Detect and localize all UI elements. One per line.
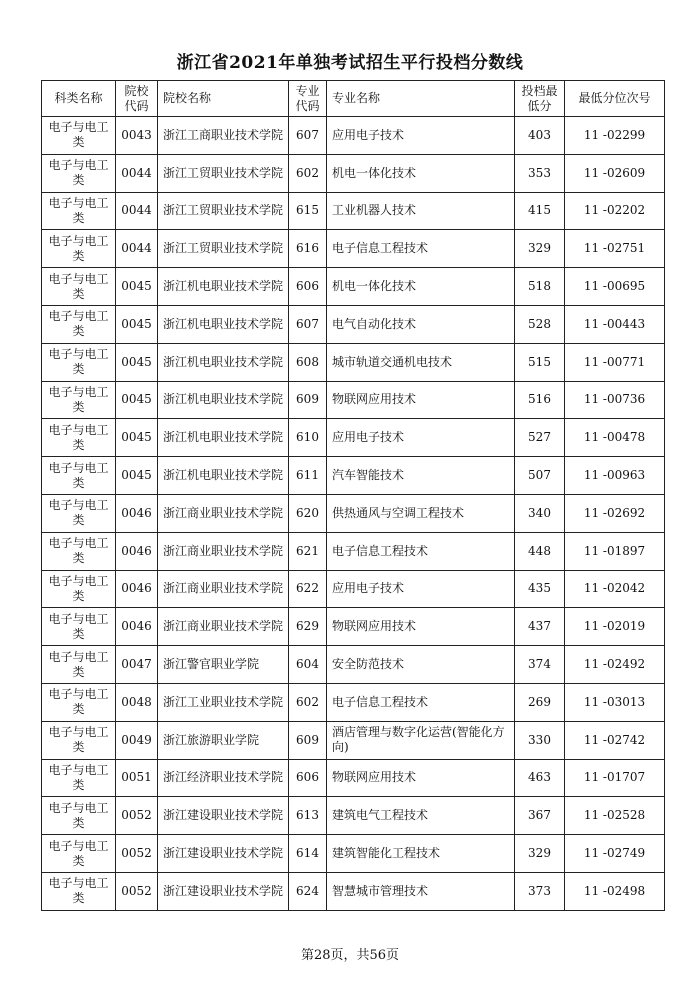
cell-min-score: 515 xyxy=(515,343,565,381)
cell-school-name: 浙江旅游职业学院 xyxy=(158,721,289,759)
cell-major-name: 汽车智能技术 xyxy=(327,457,515,495)
cell-category: 电子与电工类 xyxy=(42,305,116,343)
cell-major-code: 615 xyxy=(289,192,327,230)
cell-school-name: 浙江建设职业技术学院 xyxy=(158,835,289,873)
table-row xyxy=(42,381,665,419)
cell-major-code: 602 xyxy=(289,683,327,721)
header-category: 科类名称 xyxy=(42,81,116,117)
cell-min-score: 415 xyxy=(515,192,565,230)
cell-min-score: 353 xyxy=(515,154,565,192)
cell-major-code: 606 xyxy=(289,759,327,797)
cell-major-code: 609 xyxy=(289,381,327,419)
cell-major-code: 611 xyxy=(289,457,327,495)
cell-school-name: 浙江建设职业技术学院 xyxy=(158,797,289,835)
cell-min-rank: 11 -00695 xyxy=(565,268,665,306)
cell-min-rank: 11 -02528 xyxy=(565,797,665,835)
cell-major-code: 614 xyxy=(289,835,327,873)
cell-category: 电子与电工类 xyxy=(42,570,116,608)
table-row xyxy=(42,721,665,759)
cell-min-score: 269 xyxy=(515,683,565,721)
cell-min-rank: 11 -02019 xyxy=(565,608,665,646)
cell-major-name: 电气自动化技术 xyxy=(327,305,515,343)
cell-school-code: 0046 xyxy=(116,494,158,532)
cell-school-name: 浙江机电职业技术学院 xyxy=(158,381,289,419)
table-row xyxy=(42,872,665,910)
cell-major-code: 621 xyxy=(289,532,327,570)
header-min-rank: 最低分位次号 xyxy=(565,81,665,117)
cell-min-rank: 11 -00736 xyxy=(565,381,665,419)
cell-school-code: 0045 xyxy=(116,457,158,495)
cell-min-rank: 11 -02692 xyxy=(565,494,665,532)
cell-major-name: 应用电子技术 xyxy=(327,570,515,608)
cell-school-code: 0045 xyxy=(116,419,158,457)
table-row xyxy=(42,646,665,684)
cell-school-code: 0052 xyxy=(116,872,158,910)
cell-major-name: 应用电子技术 xyxy=(327,419,515,457)
cell-min-rank: 11 -02299 xyxy=(565,117,665,155)
cell-category: 电子与电工类 xyxy=(42,117,116,155)
cell-school-code: 0045 xyxy=(116,343,158,381)
header-school-name: 院校名称 xyxy=(158,81,289,117)
cell-school-name: 浙江机电职业技术学院 xyxy=(158,268,289,306)
cell-major-name: 电子信息工程技术 xyxy=(327,532,515,570)
cell-category: 电子与电工类 xyxy=(42,457,116,495)
cell-major-code: 610 xyxy=(289,419,327,457)
table-row xyxy=(42,230,665,268)
header-min-score: 投档最低分 xyxy=(515,81,565,117)
table-row xyxy=(42,797,665,835)
cell-min-score: 518 xyxy=(515,268,565,306)
cell-school-code: 0045 xyxy=(116,381,158,419)
cell-school-name: 浙江建设职业技术学院 xyxy=(158,872,289,910)
cell-major-code: 609 xyxy=(289,721,327,759)
cell-school-name: 浙江商业职业技术学院 xyxy=(158,494,289,532)
cell-min-rank: 11 -00443 xyxy=(565,305,665,343)
cell-category: 电子与电工类 xyxy=(42,343,116,381)
cell-min-rank: 11 -01707 xyxy=(565,759,665,797)
cell-school-name: 浙江机电职业技术学院 xyxy=(158,419,289,457)
table-row xyxy=(42,192,665,230)
cell-category: 电子与电工类 xyxy=(42,268,116,306)
cell-school-name: 浙江机电职业技术学院 xyxy=(158,305,289,343)
cell-min-score: 463 xyxy=(515,759,565,797)
cell-major-code: 604 xyxy=(289,646,327,684)
cell-category: 电子与电工类 xyxy=(42,797,116,835)
cell-category: 电子与电工类 xyxy=(42,683,116,721)
cell-school-name: 浙江商业职业技术学院 xyxy=(158,570,289,608)
cell-school-code: 0051 xyxy=(116,759,158,797)
cell-category: 电子与电工类 xyxy=(42,494,116,532)
cell-school-code: 0046 xyxy=(116,570,158,608)
cell-min-rank: 11 -00771 xyxy=(565,343,665,381)
cell-category: 电子与电工类 xyxy=(42,192,116,230)
cell-major-name: 机电一体化技术 xyxy=(327,268,515,306)
cell-min-score: 527 xyxy=(515,419,565,457)
table-body xyxy=(42,117,665,911)
cell-major-code: 607 xyxy=(289,117,327,155)
table-row xyxy=(42,494,665,532)
cell-school-code: 0046 xyxy=(116,608,158,646)
cell-min-score: 528 xyxy=(515,305,565,343)
cell-category: 电子与电工类 xyxy=(42,381,116,419)
cell-min-rank: 11 -02042 xyxy=(565,570,665,608)
table-row xyxy=(42,759,665,797)
cell-major-name: 电子信息工程技术 xyxy=(327,683,515,721)
cell-school-code: 0049 xyxy=(116,721,158,759)
cell-school-name: 浙江工业职业技术学院 xyxy=(158,683,289,721)
cell-major-name: 安全防范技术 xyxy=(327,646,515,684)
cell-school-code: 0045 xyxy=(116,305,158,343)
cell-min-score: 507 xyxy=(515,457,565,495)
cell-major-code: 620 xyxy=(289,494,327,532)
cell-major-name: 应用电子技术 xyxy=(327,117,515,155)
cell-category: 电子与电工类 xyxy=(42,721,116,759)
cell-school-code: 0045 xyxy=(116,268,158,306)
cell-min-score: 435 xyxy=(515,570,565,608)
cell-category: 电子与电工类 xyxy=(42,154,116,192)
header-school-code: 院校代码 xyxy=(116,81,158,117)
table-row xyxy=(42,305,665,343)
cell-major-code: 629 xyxy=(289,608,327,646)
table-row xyxy=(42,419,665,457)
cell-category: 电子与电工类 xyxy=(42,230,116,268)
cell-min-rank: 11 -02492 xyxy=(565,646,665,684)
header-major-name: 专业名称 xyxy=(327,81,515,117)
cell-category: 电子与电工类 xyxy=(42,835,116,873)
cell-school-name: 浙江工商职业技术学院 xyxy=(158,117,289,155)
cell-min-score: 373 xyxy=(515,872,565,910)
page-number: 第28页，共56页 xyxy=(300,948,400,963)
cell-min-score: 367 xyxy=(515,797,565,835)
cell-min-rank: 11 -00963 xyxy=(565,457,665,495)
page-title: 浙江省2021年单独考试招生平行投档分数线 xyxy=(176,53,524,73)
cell-major-name: 工业机器人技术 xyxy=(327,192,515,230)
cell-major-name: 建筑电气工程技术 xyxy=(327,797,515,835)
table-row xyxy=(42,268,665,306)
cell-min-score: 340 xyxy=(515,494,565,532)
cell-major-code: 607 xyxy=(289,305,327,343)
header-major-code: 专业代码 xyxy=(289,81,327,117)
cell-school-code: 0048 xyxy=(116,683,158,721)
cell-school-code: 0043 xyxy=(116,117,158,155)
score-table xyxy=(41,80,665,911)
cell-min-score: 329 xyxy=(515,230,565,268)
cell-major-code: 624 xyxy=(289,872,327,910)
cell-min-rank: 11 -01897 xyxy=(565,532,665,570)
cell-school-name: 浙江工贸职业技术学院 xyxy=(158,192,289,230)
cell-school-code: 0044 xyxy=(116,192,158,230)
cell-category: 电子与电工类 xyxy=(42,872,116,910)
cell-school-code: 0044 xyxy=(116,154,158,192)
cell-major-code: 602 xyxy=(289,154,327,192)
cell-major-name: 城市轨道交通机电技术 xyxy=(327,343,515,381)
cell-school-code: 0052 xyxy=(116,797,158,835)
cell-min-score: 374 xyxy=(515,646,565,684)
cell-major-name: 物联网应用技术 xyxy=(327,381,515,419)
cell-min-rank: 11 -02751 xyxy=(565,230,665,268)
table-row xyxy=(42,683,665,721)
cell-school-name: 浙江机电职业技术学院 xyxy=(158,343,289,381)
table-row xyxy=(42,570,665,608)
cell-major-code: 608 xyxy=(289,343,327,381)
cell-school-name: 浙江商业职业技术学院 xyxy=(158,532,289,570)
cell-min-rank: 11 -00478 xyxy=(565,419,665,457)
table-row xyxy=(42,835,665,873)
cell-min-score: 403 xyxy=(515,117,565,155)
cell-min-score: 437 xyxy=(515,608,565,646)
cell-min-score: 448 xyxy=(515,532,565,570)
table-row xyxy=(42,117,665,155)
cell-school-code: 0044 xyxy=(116,230,158,268)
cell-min-rank: 11 -02609 xyxy=(565,154,665,192)
table-row xyxy=(42,154,665,192)
cell-major-name: 物联网应用技术 xyxy=(327,759,515,797)
cell-min-rank: 11 -02742 xyxy=(565,721,665,759)
cell-school-code: 0047 xyxy=(116,646,158,684)
cell-major-code: 616 xyxy=(289,230,327,268)
cell-major-name: 智慧城市管理技术 xyxy=(327,872,515,910)
cell-major-code: 606 xyxy=(289,268,327,306)
cell-min-score: 516 xyxy=(515,381,565,419)
cell-min-rank: 11 -02498 xyxy=(565,872,665,910)
table-row xyxy=(42,608,665,646)
cell-major-name: 酒店管理与数字化运营(智能化方向) xyxy=(327,721,515,759)
cell-min-score: 329 xyxy=(515,835,565,873)
cell-min-rank: 11 -02202 xyxy=(565,192,665,230)
cell-category: 电子与电工类 xyxy=(42,759,116,797)
cell-school-name: 浙江机电职业技术学院 xyxy=(158,457,289,495)
cell-min-score: 330 xyxy=(515,721,565,759)
cell-school-name: 浙江工贸职业技术学院 xyxy=(158,230,289,268)
cell-min-rank: 11 -03013 xyxy=(565,683,665,721)
cell-school-name: 浙江工贸职业技术学院 xyxy=(158,154,289,192)
cell-school-code: 0046 xyxy=(116,532,158,570)
cell-major-name: 供热通风与空调工程技术 xyxy=(327,494,515,532)
cell-category: 电子与电工类 xyxy=(42,532,116,570)
cell-school-name: 浙江经济职业技术学院 xyxy=(158,759,289,797)
cell-school-name: 浙江警官职业学院 xyxy=(158,646,289,684)
cell-major-code: 613 xyxy=(289,797,327,835)
table-row xyxy=(42,457,665,495)
cell-category: 电子与电工类 xyxy=(42,646,116,684)
cell-school-code: 0052 xyxy=(116,835,158,873)
cell-major-name: 电子信息工程技术 xyxy=(327,230,515,268)
cell-major-name: 机电一体化技术 xyxy=(327,154,515,192)
cell-major-name: 建筑智能化工程技术 xyxy=(327,835,515,873)
cell-min-rank: 11 -02749 xyxy=(565,835,665,873)
cell-category: 电子与电工类 xyxy=(42,608,116,646)
table-row xyxy=(42,532,665,570)
cell-major-name: 物联网应用技术 xyxy=(327,608,515,646)
table-header-row xyxy=(42,81,665,117)
table-row xyxy=(42,343,665,381)
cell-school-name: 浙江商业职业技术学院 xyxy=(158,608,289,646)
cell-major-code: 622 xyxy=(289,570,327,608)
cell-category: 电子与电工类 xyxy=(42,419,116,457)
